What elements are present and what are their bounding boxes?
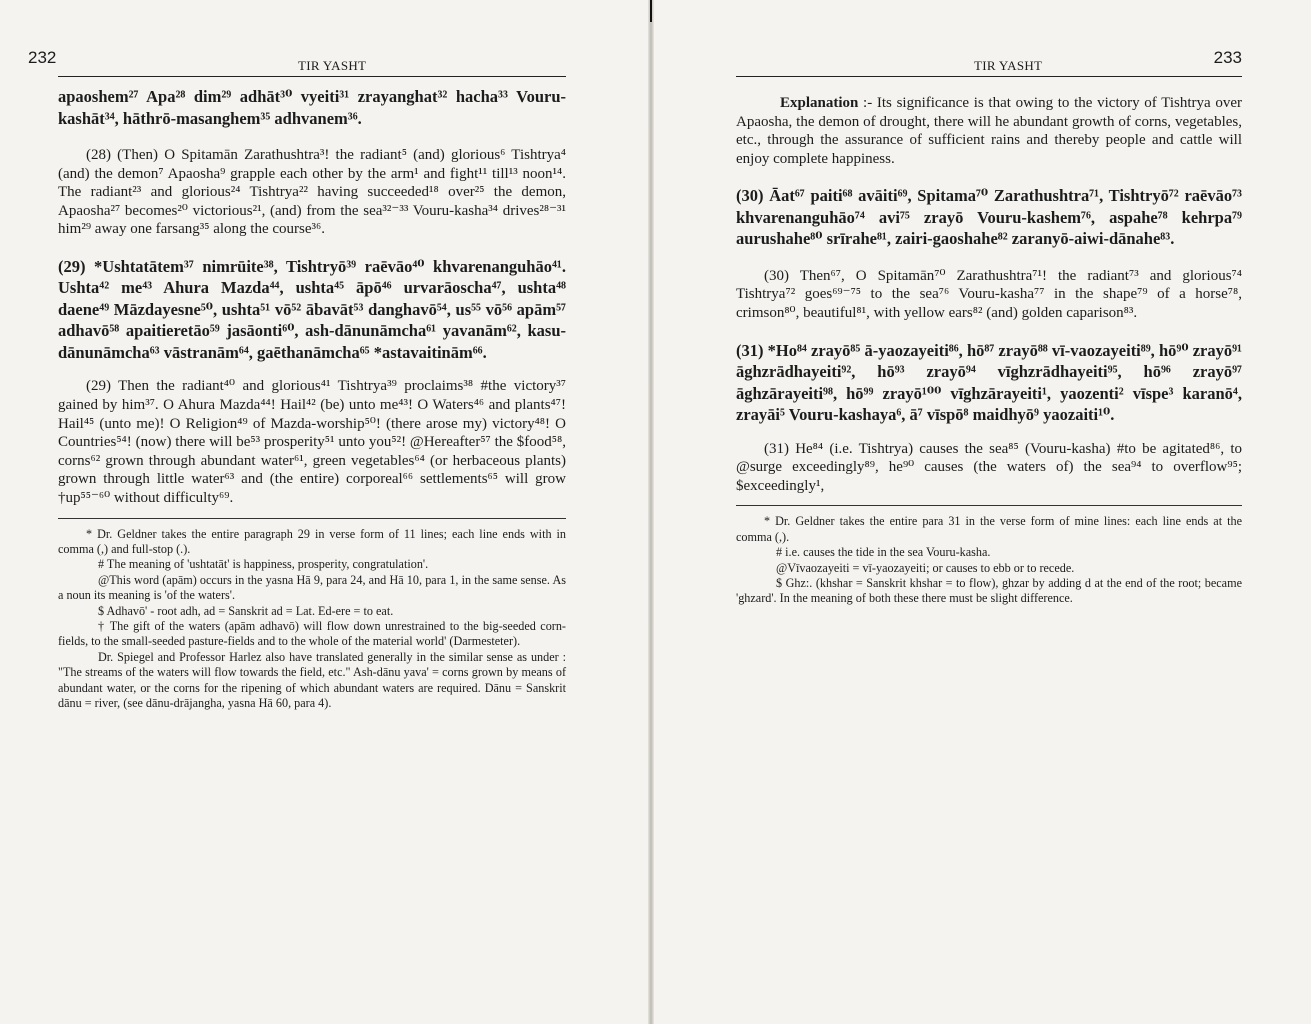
footnote-rule — [58, 518, 566, 519]
verse-text-29: (29) *Ushtatātem³⁷ nimrūite³⁸, Tishtryō³⁹ raēvāo⁴⁰ khvarenanguhāo⁴¹. Ushta⁴² me⁴³ Ahura Mazda⁴⁴, ushta⁴⁵ āpō⁴⁶ urvarāoscha⁴⁷, ushta⁴⁸ daene⁴⁹ Māzdayesne⁵⁰, ushta⁵¹ vō⁵² ābavāt⁵³ danghavō⁵⁴, us⁵⁵ vō⁵⁶ apām⁵⁷ adhavō⁵⁸ apaitieretāo⁵⁹ jasāonti⁶⁰, ash-dānunāmcha⁶¹ yavanām⁶², kasu-dānunāmcha⁶³ vāstranām⁶⁴, gaēthanāmcha⁶⁵ *astavaitinām⁶⁶. — [58, 256, 566, 362]
page-number: 233 — [1213, 48, 1242, 67]
verse-text-top: apaoshem²⁷ Apa²⁸ dim²⁹ adhāt³⁰ vyeiti³¹ zrayanghat³² hacha³³ Vouru-kashāt³⁴, hāthrō-masanghem³⁵ adhvanem³⁶. — [58, 87, 566, 128]
explanation-para — [736, 94, 1242, 168]
verse-text-30: (30) Āat⁶⁷ paiti⁶⁸ avāiti⁶⁹, Spitama⁷⁰ Zarathushtra⁷¹, Tishtryō⁷² raēvāo⁷³ khvarenanguhāo⁷⁴ avi⁷⁵ zrayō Vouru-kashem⁷⁶, aspahe⁷⁸ kehrpa⁷⁹ aurushahe⁸⁰ srīrahe⁸¹, zairi-gaoshahe⁸² zaranyō-aiwi-dānahe⁸³. — [736, 186, 1242, 249]
page-number: 232 — [28, 48, 57, 67]
translation-para-29: (29) Then the radiant⁴⁰ and glorious⁴¹ Tishtrya³⁹ proclaims³⁸ #the victory³⁷ gained by him³⁷. O Ahura Mazda⁴⁴! Hail⁴² (be) unto me⁴³! O Waters⁴⁶ and plants⁴⁷! Hail⁴⁵ (unto me)! O Religion⁴⁹ of Mazda-worship⁵⁰! (there arose my) victory⁴⁸! O Countries⁵⁴! (now) there will be⁵³ prosperity⁵¹ unto you⁵²! @Hereafter⁵⁷ the $food⁵⁸, corns⁶² grown through abundant water⁶¹, green vegetables⁶⁴ (or herbaceous plants) grown through little water⁶³ and (the entire) corporeal⁶⁶ settlements⁶⁵ will grow †up⁵⁵⁻⁶⁰ without difficulty⁶⁹. — [58, 378, 566, 507]
gutter-mark — [650, 0, 652, 22]
footnote: @Vīvaozayeiti = vī-yaozayeiti; or causes to ebb or to recede. — [776, 560, 1075, 575]
explanation-text: :- Its significance is that owing to the victory of Tishtrya over Apaosha, the demon of drought, there will he abundant growth of corns, vegetables, etc., through the assurance of sufficient rains and thereby people and cattle will enjoy complete happiness. — [736, 95, 1242, 167]
footnote: $ Adhavō' - root adh, ad = Sanskrit ad = Lat. Ed-ere = to eat. — [98, 603, 394, 618]
header-rule — [58, 76, 566, 77]
footnote: @This word (apām) occurs in the yasna Hā 9, para 24, and Hā 10, para 1, in the same sense. As a noun its meaning is 'of the waters'. — [58, 572, 566, 603]
verse-text-31: (31) *Ho⁸⁴ zrayō⁸⁵ ā-yaozayeiti⁸⁶, hō⁸⁷ zrayō⁸⁸ vī-vaozayeiti⁸⁹, hō⁹⁰ zrayō⁹¹ āghzrādhayeiti⁹², hō⁹³ zrayō⁹⁴ vīghzrādhayeiti⁹⁵, hō⁹⁶ zrayō⁹⁷ āghzārayeiti⁹⁸, hō⁹⁹ zrayō¹⁰⁰ vīghzārayeiti¹, yaozenti² vīspe³ karanō⁴, zrayāi⁵ Vouru-kashaya⁶, ā⁷ vīspō⁸ maidhyō⁹ yaozaiti¹⁰. — [736, 340, 1242, 425]
header-rule — [736, 76, 1242, 77]
footnote: Dr. Spiegel and Professor Harlez also have translated generally in the similar sense as under : "The streams of the waters will flow towards the field, etc." Ash-dānu yava' = corns grown by means of abundant water, or the corns for the ripening of which abundant waters are required. Dānu = Sanskrit dānu = river, (see dānu-drājangha, yasna Hā 60, para 4). — [58, 649, 566, 711]
running-head: TIR YASHT — [298, 58, 367, 73]
left-page — [28, 0, 566, 1024]
explanation-label: Explanation — [780, 95, 859, 111]
footnote: * Dr. Geldner takes the entire paragraph 29 in verse form of 11 lines; each line ends with in comma (,) and full-stop (.). — [58, 526, 566, 557]
left-content — [58, 86, 566, 712]
translation-para-28: (28) (Then) O Spitamān Zarathushtra³! the radiant⁵ (and) glorious⁶ Tishtrya⁴ (and) the demon⁷ Apaosha⁹ grapple each other by the arm¹ and fight¹¹ till¹³ noon¹⁴. The radiant²³ and glorious²⁴ Tishtrya²² having succeeded¹⁸ over²⁵ the demon, Apaosha²⁷ becomes²⁰ victorious²¹, (and) from the sea³²⁻³³ Vouru-kasha³⁴ drives²⁸⁻³¹ him²⁹ away one farsang³⁵ along the course³⁶. — [58, 147, 566, 238]
translation-para-30: (30) Then⁶⁷, O Spitamān⁷⁰ Zarathushtra⁷¹! the radiant⁷³ and glorious⁷⁴ Tishtrya⁷² goes⁶⁹⁻⁷⁵ to the sea⁷⁶ Vouru-kasha⁷⁷ in the shape⁷⁹ of a horse⁷⁸, crimson⁸⁰, beautiful⁸¹, with yellow ears⁸² (and) golden caparison⁸³. — [736, 267, 1242, 322]
footnote: # The meaning of 'ushtatāt' is happiness, prosperity, congratulation'. — [98, 557, 429, 572]
footnote: * Dr. Geldner takes the entire para 31 in the verse form of mine lines: each line ends at the comma (,). — [736, 514, 1242, 544]
book-gutter — [648, 0, 654, 1024]
right-page — [736, 0, 1242, 1024]
footnote: # i.e. causes the tide in the sea Vouru-kasha. — [776, 545, 991, 560]
translation-para-31: (31) He⁸⁴ (i.e. Tishtrya) causes the sea⁸⁵ (Vouru-kasha) #to be agitated⁸⁶, to @surge exceedingly⁸⁹, he⁹⁰ causes (the waters of) the sea⁹⁴ to overflow⁹⁵; $exceedingly¹, — [736, 440, 1242, 494]
running-head: TIR YASHT — [974, 58, 1043, 73]
footnote: † The gift of the waters (apām adhavō) will flow down unrestrained to the big-seeded corn-fields, to the small-seeded pasture-fields and to the whole of the material world' (Darmesteter). — [58, 619, 566, 649]
right-content — [736, 94, 1242, 607]
footnote: $ Ghz:. (khshar = Sanskrit khshar = to flow), ghzar by adding d at the end of the root; became 'ghzard'. In the meaning of both these there must be slight difference. — [736, 576, 1242, 606]
footnote-rule — [736, 505, 1242, 506]
